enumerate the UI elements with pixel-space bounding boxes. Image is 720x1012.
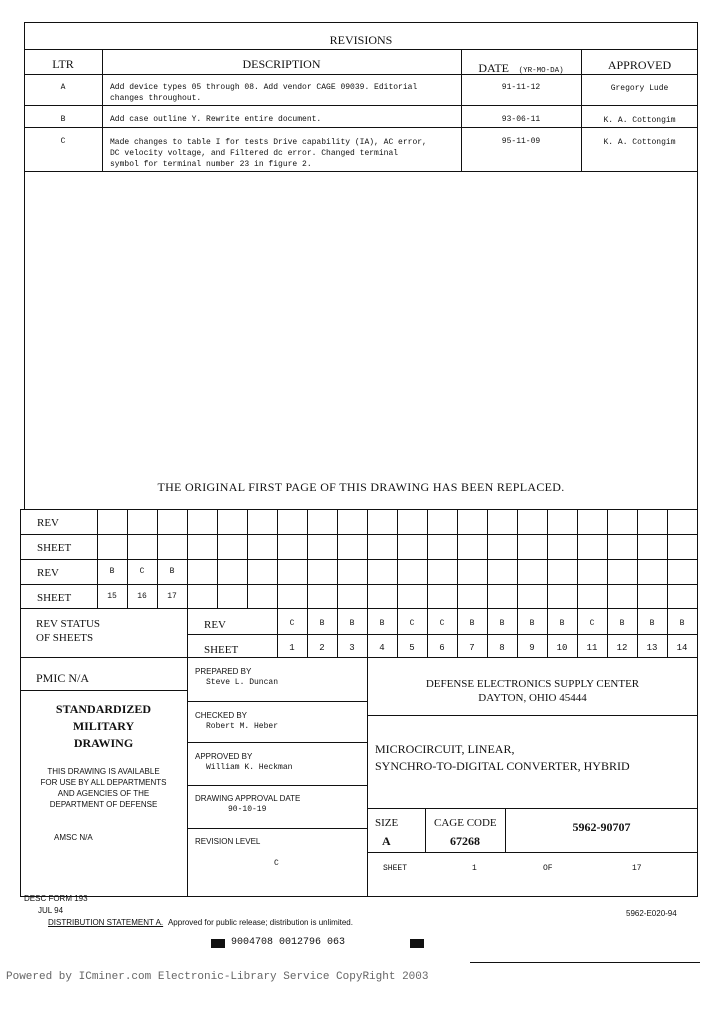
status-rev-10: B (559, 619, 565, 628)
rev-status-label-2: OF SHEETS (36, 632, 94, 644)
rev-desc-a: Add device types 05 through 08. Add vendor CAGE 09039. Editorial changes throughout. (110, 83, 418, 103)
availability-line4: DEPARTMENT OF DEFENSE (49, 800, 158, 809)
divider (577, 509, 578, 609)
agency-line2: DAYTON, OHIO 45444 (478, 692, 587, 704)
grid-sheet-label-2: SHEET (37, 592, 72, 604)
status-rev-6: C (439, 619, 445, 628)
page-border-right (697, 172, 698, 509)
checked-value: Robert M. Heber (206, 722, 279, 731)
size-value: A (382, 834, 391, 848)
divider (667, 509, 668, 609)
grid-rev-15: B (109, 567, 115, 576)
divider (457, 509, 458, 609)
status-sheet-9: 9 (529, 643, 535, 653)
divider (397, 509, 398, 609)
status-rev-4: B (379, 619, 385, 628)
cage-value: 67268 (450, 834, 480, 848)
status-sheet-13: 13 (646, 643, 658, 653)
rev-date-a: 91-11-12 (501, 83, 541, 92)
availability-line1: THIS DRAWING IS AVAILABLE (47, 767, 160, 776)
divider (247, 509, 248, 609)
divider (187, 785, 367, 786)
barcode-text: 9004708 0012796 063 (231, 937, 346, 948)
rev-approved-b: K. A. Cottongim (603, 116, 676, 125)
amsc: AMSC N/A (54, 833, 93, 842)
rev-status-label-1: REV STATUS (36, 618, 101, 630)
standard-line1: STANDARDIZED (55, 702, 152, 716)
header-ltr: LTR (52, 57, 74, 71)
barcode-mark-left (211, 939, 225, 948)
pmic: PMIC N/A (36, 671, 90, 685)
divider (517, 509, 518, 609)
status-rev-label: REV (204, 619, 226, 631)
rev-approved-c: K. A. Cottongim (603, 138, 676, 147)
divider (24, 105, 698, 106)
status-sheet-7: 7 (469, 643, 475, 653)
rev-date-b: 93-06-11 (501, 115, 541, 124)
divider (427, 509, 428, 609)
divider (337, 509, 338, 609)
status-sheet-2: 2 (319, 643, 325, 653)
status-sheet-11: 11 (586, 643, 598, 653)
approval-date-value: 90-10-19 (228, 805, 267, 814)
grid-rev-16: C (139, 567, 145, 576)
rev-desc-b: Add case outline Y. Rewrite entire document. (110, 115, 322, 124)
status-rev-7: B (469, 619, 475, 628)
divider (425, 808, 426, 852)
divider (24, 127, 698, 128)
grid-sheet-17: 17 (167, 592, 177, 601)
form-line1: DESC FORM 193 (24, 894, 88, 903)
divider (367, 808, 698, 809)
rev-date-c: 95-11-09 (501, 137, 541, 146)
divider (367, 852, 698, 853)
status-sheet-14: 14 (676, 643, 688, 653)
checked-label: CHECKED BY (195, 711, 248, 720)
sheet-label: SHEET (383, 864, 408, 873)
header-approved: APPROVED (607, 58, 672, 72)
standard-line3: DRAWING (73, 736, 134, 750)
rev-desc-c: Made changes to table I for tests Drive capability (IA), AC error, DC velocity voltage, and Filtered dc error. Changed terminal symbol for terminal number 23 in figure 2. (110, 138, 427, 169)
status-rev-9: B (529, 619, 535, 628)
status-rev-8: B (499, 619, 505, 628)
divider (20, 559, 698, 560)
approved-label: APPROVED BY (195, 752, 253, 761)
divider (367, 715, 698, 716)
grid-rev-label-2: REV (37, 567, 59, 579)
status-sheet-12: 12 (616, 643, 628, 653)
footer-powered-by: Powered by ICminer.com Electronic-Library Service CopyRight 2003 (6, 971, 429, 983)
status-sheet-5: 5 (409, 643, 415, 653)
divider (367, 509, 368, 609)
sheet-of-label: OF (543, 864, 553, 873)
rev-approved-a: Gregory Lude (610, 84, 669, 93)
divider (637, 509, 638, 609)
distribution-text: Approved for public release; distribution is unlimited. (167, 918, 353, 927)
barcode-mark-right (410, 939, 424, 948)
divider (187, 701, 367, 702)
header-date (461, 59, 581, 76)
divider (20, 534, 698, 535)
status-sheet-label: SHEET (204, 644, 239, 656)
status-rev-2: B (319, 619, 325, 628)
rev-ltr-b: B (60, 115, 66, 124)
approval-date-label: DRAWING APPROVAL DATE (195, 794, 301, 803)
status-sheet-3: 3 (349, 643, 355, 653)
status-rev-3: B (349, 619, 355, 628)
agency-line1: DEFENSE ELECTRONICS SUPPLY CENTER (425, 678, 640, 690)
status-rev-13: B (649, 619, 655, 628)
divider (547, 509, 548, 609)
grid-rev-label-1: REV (37, 517, 59, 529)
revision-level-label: REVISION LEVEL (195, 837, 261, 846)
page-border-left (24, 172, 25, 509)
grid-sheet-label-1: SHEET (37, 542, 72, 554)
sheet-number: 1 (472, 864, 477, 873)
revisions-title: REVISIONS (329, 33, 393, 47)
form-code: 5962-E020-94 (626, 909, 677, 918)
title-line1: MICROCIRCUIT, LINEAR, (375, 742, 515, 756)
availability-line3: AND AGENCIES OF THE (57, 789, 150, 798)
divider (487, 509, 488, 609)
grid-rev-17: B (169, 567, 175, 576)
title-line2: SYNCHRO-TO-DIGITAL CONVERTER, HYBRID (375, 759, 630, 773)
rev-ltr-c: C (60, 137, 66, 146)
grid-sheet-15: 15 (107, 592, 117, 601)
divider (307, 509, 308, 609)
form-line2: JUL 94 (38, 906, 64, 915)
divider (277, 509, 278, 609)
sheet-total: 17 (632, 864, 642, 873)
rev-ltr-a: A (60, 83, 66, 92)
divider (24, 49, 698, 50)
divider (607, 509, 608, 609)
drawing-number: 5962-90707 (572, 820, 631, 834)
status-sheet-1: 1 (289, 643, 295, 653)
status-rev-12: B (619, 619, 625, 628)
divider (187, 509, 188, 609)
divider (187, 634, 698, 635)
grid-sheet-16: 16 (137, 592, 147, 601)
status-sheet-6: 6 (439, 643, 445, 653)
status-sheet-4: 4 (379, 643, 385, 653)
status-rev-14: B (679, 619, 685, 628)
divider (20, 584, 698, 585)
size-label: SIZE (375, 817, 399, 829)
divider (24, 74, 698, 75)
distribution-label: DISTRIBUTION STATEMENT A. (48, 918, 164, 927)
availability-line2: FOR USE BY ALL DEPARTMENTS (40, 778, 167, 787)
status-rev-11: C (589, 619, 595, 628)
divider (20, 690, 187, 691)
revision-level-value: C (274, 859, 279, 868)
cage-label: CAGE CODE (434, 817, 497, 829)
header-description: DESCRIPTION (242, 57, 321, 71)
status-sheet-10: 10 (556, 643, 568, 653)
status-sheet-8: 8 (499, 643, 505, 653)
standard-line2: MILITARY (72, 719, 135, 733)
divider (217, 509, 218, 609)
status-rev-1: C (289, 619, 295, 628)
prepared-label: PREPARED BY (195, 667, 252, 676)
divider (187, 742, 367, 743)
approved-value: William K. Heckman (206, 763, 293, 772)
prepared-value: Steve L. Duncan (206, 678, 279, 687)
footer-rule (470, 962, 700, 963)
divider (187, 828, 367, 829)
distribution-statement (48, 919, 353, 927)
header-date-format: (YR-MO-DA) (518, 67, 564, 75)
status-rev-5: C (409, 619, 415, 628)
header-date-label: DATE (478, 61, 509, 75)
replaced-notice: THE ORIGINAL FIRST PAGE OF THIS DRAWING HAS BEEN REPLACED. (157, 480, 565, 494)
